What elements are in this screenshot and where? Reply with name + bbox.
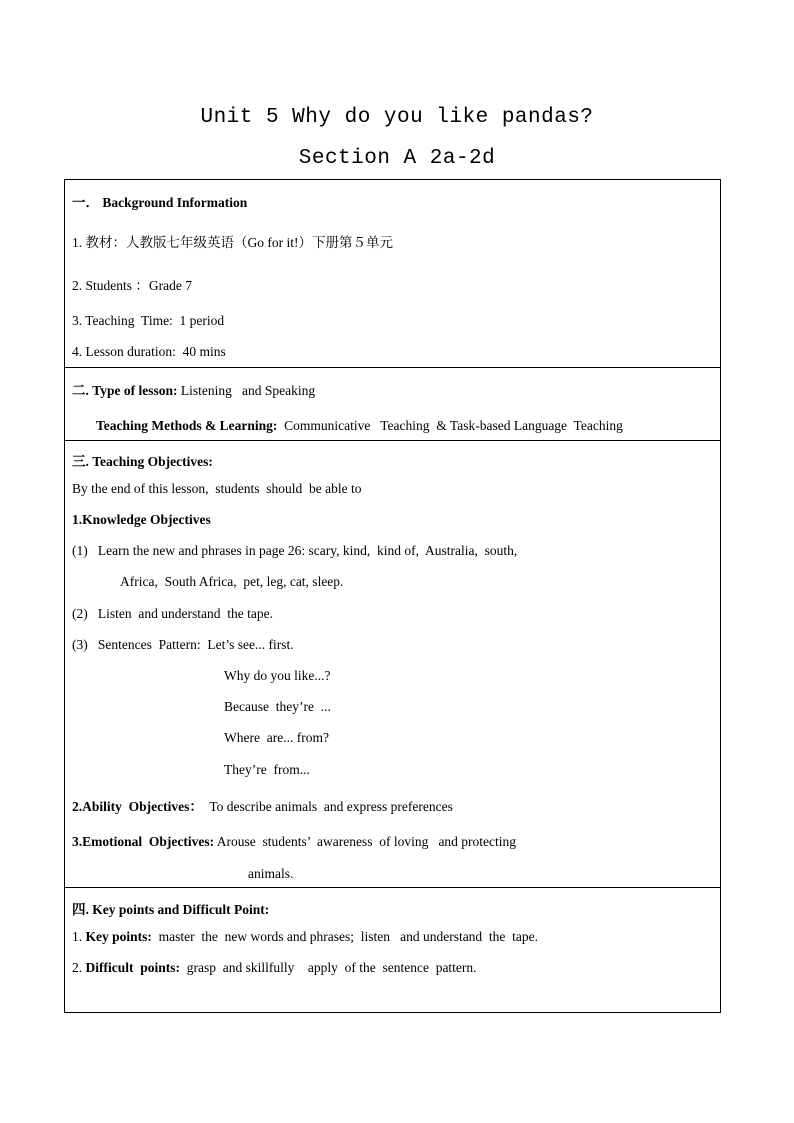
teaching-methods-value: Communicative Teaching & Task-based Language Teaching bbox=[277, 418, 623, 433]
row-divider bbox=[64, 887, 721, 888]
difficult-points-label: Difficult points: bbox=[85, 960, 180, 975]
difficult-points bbox=[72, 960, 477, 976]
row-divider bbox=[64, 367, 721, 368]
knowledge-heading: 1.Knowledge Objectives bbox=[72, 512, 211, 527]
key-points bbox=[72, 929, 538, 945]
type-of-lesson bbox=[72, 383, 315, 399]
info-textbook: 1. 教材：人教版七年级英语（Go for it!）下册第５单元 bbox=[72, 235, 393, 250]
key-points-value: master the new words and phrases; listen and understand the tape. bbox=[151, 929, 539, 944]
emotional-objectives-value: Arouse students’ awareness of loving and protecting bbox=[214, 834, 517, 849]
knowledge-item-1: (1) Learn the new and phrases in page 26: scary, kind, kind of, Australia, south, bbox=[72, 543, 518, 558]
emotional-objectives-cont: animals. bbox=[248, 866, 294, 881]
difficult-points-number: 2. bbox=[72, 960, 86, 975]
page-subtitle: Section A 2a-2d bbox=[298, 147, 496, 170]
type-of-lesson-value: Listening and Speaking bbox=[177, 383, 316, 398]
objectives-intro: By the end of this lesson, students should be able to bbox=[72, 481, 362, 496]
sentence-pattern: Where are... from? bbox=[224, 730, 329, 745]
key-points-number: 1. bbox=[72, 929, 86, 944]
section-number: 一． bbox=[72, 195, 99, 210]
teaching-methods bbox=[96, 418, 623, 434]
key-points-heading: 四. Key points and Difficult Point: bbox=[72, 902, 270, 917]
sentence-pattern: They’re from... bbox=[224, 762, 310, 777]
emotional-objectives bbox=[72, 834, 516, 850]
teaching-methods-label: Teaching Methods & Learning: bbox=[96, 418, 278, 433]
background-heading bbox=[72, 195, 247, 211]
page-title: Unit 5 Why do you like pandas? bbox=[200, 106, 594, 129]
sentence-pattern: Because they’re ... bbox=[224, 699, 331, 714]
difficult-points-value: grasp and skillfully apply of the sentence pattern. bbox=[180, 960, 477, 975]
info-teaching-time: 3. Teaching Time: 1 period bbox=[72, 313, 225, 328]
type-of-lesson-label: 二. Type of lesson: bbox=[72, 383, 178, 398]
ability-objectives-value: To describe animals and express preferences bbox=[202, 799, 453, 814]
section-heading-text: Background Information bbox=[102, 195, 248, 210]
row-divider bbox=[64, 440, 721, 441]
info-lesson-duration: 4. Lesson duration: 40 mins bbox=[72, 344, 226, 359]
objectives-heading: 三. Teaching Objectives: bbox=[72, 454, 213, 469]
key-points-label: Key points: bbox=[85, 929, 152, 944]
info-students: 2. Students ：Grade 7 bbox=[72, 278, 192, 293]
knowledge-item-2: (2) Listen and understand the tape. bbox=[72, 606, 273, 621]
sentence-pattern: Why do you like...? bbox=[224, 668, 331, 683]
ability-objectives-label: 2.Ability Objectives： bbox=[72, 799, 203, 814]
ability-objectives bbox=[72, 799, 453, 815]
emotional-objectives-label: 3.Emotional Objectives: bbox=[72, 834, 215, 849]
knowledge-item-3: (3) Sentences Pattern: Let’s see... first. bbox=[72, 637, 294, 652]
knowledge-item-1-cont: Africa, South Africa, pet, leg, cat, sleep. bbox=[120, 574, 344, 589]
